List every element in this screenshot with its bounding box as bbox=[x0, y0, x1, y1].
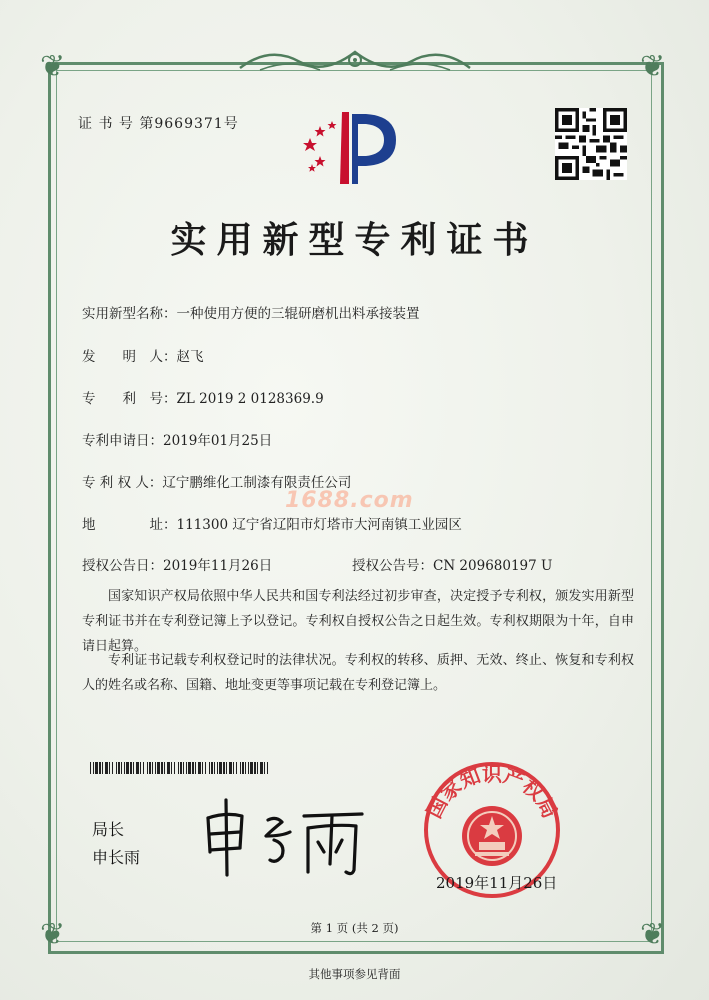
utility-model-name-value: 一种使用方便的三辊研磨机出料承接装置 bbox=[176, 306, 420, 322]
patent-office-logo bbox=[292, 104, 404, 190]
barcode-bar bbox=[105, 762, 108, 774]
barcode-bar bbox=[99, 762, 101, 774]
patent-number-value: ZL 2019 2 0128369.9 bbox=[176, 391, 324, 407]
barcode-bar bbox=[118, 762, 120, 774]
body-paragraph-1: 国家知识产权局依照中华人民共和国专利法经过初步审查，决定授予专利权，颁发实用新型专利证书并在专利登记簿上予以登记。专利权自授权公告之日起生效。专利权期限为十年，自申请日起算。 bbox=[82, 589, 634, 654]
barcode-bar bbox=[140, 762, 141, 774]
filing-date-value: 2019年01月25日 bbox=[163, 433, 273, 449]
field-announcement-number bbox=[352, 554, 552, 574]
barcode-bar bbox=[236, 762, 237, 774]
barcode-bar bbox=[147, 762, 148, 774]
announcement-number-label: 授权公告号： bbox=[352, 558, 433, 574]
barcode-bar bbox=[217, 762, 218, 774]
barcode-bar bbox=[116, 762, 117, 774]
director-title: 局长 bbox=[92, 820, 125, 839]
barcode-bar bbox=[254, 762, 256, 774]
barcode-bar bbox=[186, 762, 187, 774]
seal-text: 国家知识产权局 bbox=[421, 762, 563, 822]
barcode-bar bbox=[198, 762, 201, 774]
certificate-title: 实用新型专利证书 bbox=[170, 219, 539, 261]
barcode-bar bbox=[205, 762, 206, 774]
barcode-bar bbox=[245, 762, 246, 774]
barcode-bar bbox=[143, 762, 144, 774]
barcode-bar bbox=[136, 762, 139, 774]
barcode-bar bbox=[233, 762, 234, 774]
barcode-bar bbox=[267, 762, 268, 774]
patentee-label: 专 利 权 人： bbox=[82, 475, 163, 491]
barcode-bar bbox=[195, 762, 196, 774]
barcode-bar bbox=[93, 762, 94, 774]
barcode bbox=[90, 762, 270, 774]
barcode-bar bbox=[130, 762, 132, 774]
announcement-number-value: CN 209680197 U bbox=[433, 558, 553, 574]
barcode-bar bbox=[161, 762, 163, 774]
footer-note: 其他事项参见背面 bbox=[308, 967, 401, 981]
filing-date-label: 专利申请日： bbox=[82, 433, 163, 449]
barcode-bar bbox=[226, 762, 227, 774]
barcode-bar bbox=[152, 762, 153, 774]
barcode-bar bbox=[178, 762, 179, 774]
page-number: 第 1 页 (共 2 页) bbox=[310, 921, 399, 935]
barcode-bar bbox=[180, 762, 182, 774]
barcode-bar bbox=[202, 762, 203, 774]
field-filing-date bbox=[82, 429, 272, 449]
barcode-bar bbox=[133, 762, 134, 774]
barcode-bar bbox=[109, 762, 110, 774]
corner-ornament-top-right: ❦ bbox=[640, 49, 666, 84]
director-signature bbox=[196, 790, 366, 880]
patentee-value: 辽宁鹏维化工制漆有限责任公司 bbox=[162, 475, 352, 491]
barcode-bar bbox=[157, 762, 160, 774]
inventor-value: 赵飞 bbox=[176, 349, 204, 365]
patent-number-label: 专 利 号： bbox=[82, 391, 177, 407]
barcode-bar bbox=[248, 762, 249, 774]
barcode-bar bbox=[240, 762, 241, 774]
certificate-number: 证 书 号 第9669371号 bbox=[78, 116, 239, 132]
barcode-bar bbox=[164, 762, 165, 774]
barcode-bar bbox=[126, 762, 129, 774]
seal-date: 2019年11月26日 bbox=[436, 874, 558, 892]
barcode-bar bbox=[188, 762, 191, 774]
barcode-bar bbox=[112, 762, 113, 774]
field-utility-model-name bbox=[82, 302, 420, 322]
barcode-bar bbox=[250, 762, 253, 774]
field-announcement-date bbox=[82, 554, 272, 574]
barcode-bar bbox=[214, 762, 215, 774]
barcode-bar bbox=[242, 762, 244, 774]
barcode-bar bbox=[124, 762, 125, 774]
barcode-bar bbox=[149, 762, 151, 774]
watermark: 1688.com bbox=[285, 488, 414, 513]
corner-ornament-top-left: ❦ bbox=[40, 49, 66, 84]
field-address bbox=[82, 513, 462, 533]
inventor-label: 发 明 人： bbox=[82, 349, 177, 365]
field-inventor bbox=[82, 345, 204, 365]
barcode-bar bbox=[211, 762, 213, 774]
barcode-bar bbox=[121, 762, 122, 774]
field-patent-number bbox=[82, 387, 324, 407]
corner-ornament-bottom-left: ❦ bbox=[40, 917, 66, 952]
qr-code bbox=[555, 108, 627, 180]
announcement-date-value: 2019年11月26日 bbox=[163, 558, 273, 574]
barcode-bar bbox=[95, 762, 98, 774]
body-paragraph-2: 专利证书记载专利权登记时的法律状况。专利权的转移、质押、无效、终止、恢复和专利权人的姓名或名称、国籍、地址变更等事项记载在专利登记簿上。 bbox=[82, 653, 634, 693]
barcode-bar bbox=[229, 762, 232, 774]
barcode-bar bbox=[209, 762, 210, 774]
corner-ornament-bottom-right: ❦ bbox=[640, 917, 666, 952]
address-label: 地 址： bbox=[82, 517, 177, 533]
barcode-bar bbox=[167, 762, 170, 774]
barcode-bar bbox=[223, 762, 225, 774]
barcode-bar bbox=[183, 762, 184, 774]
barcode-bar bbox=[192, 762, 194, 774]
address-value: 111300 辽宁省辽阳市灯塔市大河南镇工业园区 bbox=[176, 517, 462, 533]
barcode-bar bbox=[174, 762, 175, 774]
barcode-bar bbox=[260, 762, 263, 774]
barcode-bar bbox=[102, 762, 103, 774]
barcode-bar bbox=[90, 762, 91, 774]
barcode-bar bbox=[264, 762, 265, 774]
barcode-bar bbox=[171, 762, 172, 774]
announcement-date-label: 授权公告日： bbox=[82, 558, 163, 574]
barcode-bar bbox=[257, 762, 258, 774]
barcode-bar bbox=[155, 762, 156, 774]
utility-model-name-label: 实用新型名称： bbox=[82, 306, 177, 322]
top-ornament bbox=[230, 40, 480, 80]
director-name: 申长雨 bbox=[92, 848, 141, 867]
barcode-bar bbox=[219, 762, 222, 774]
